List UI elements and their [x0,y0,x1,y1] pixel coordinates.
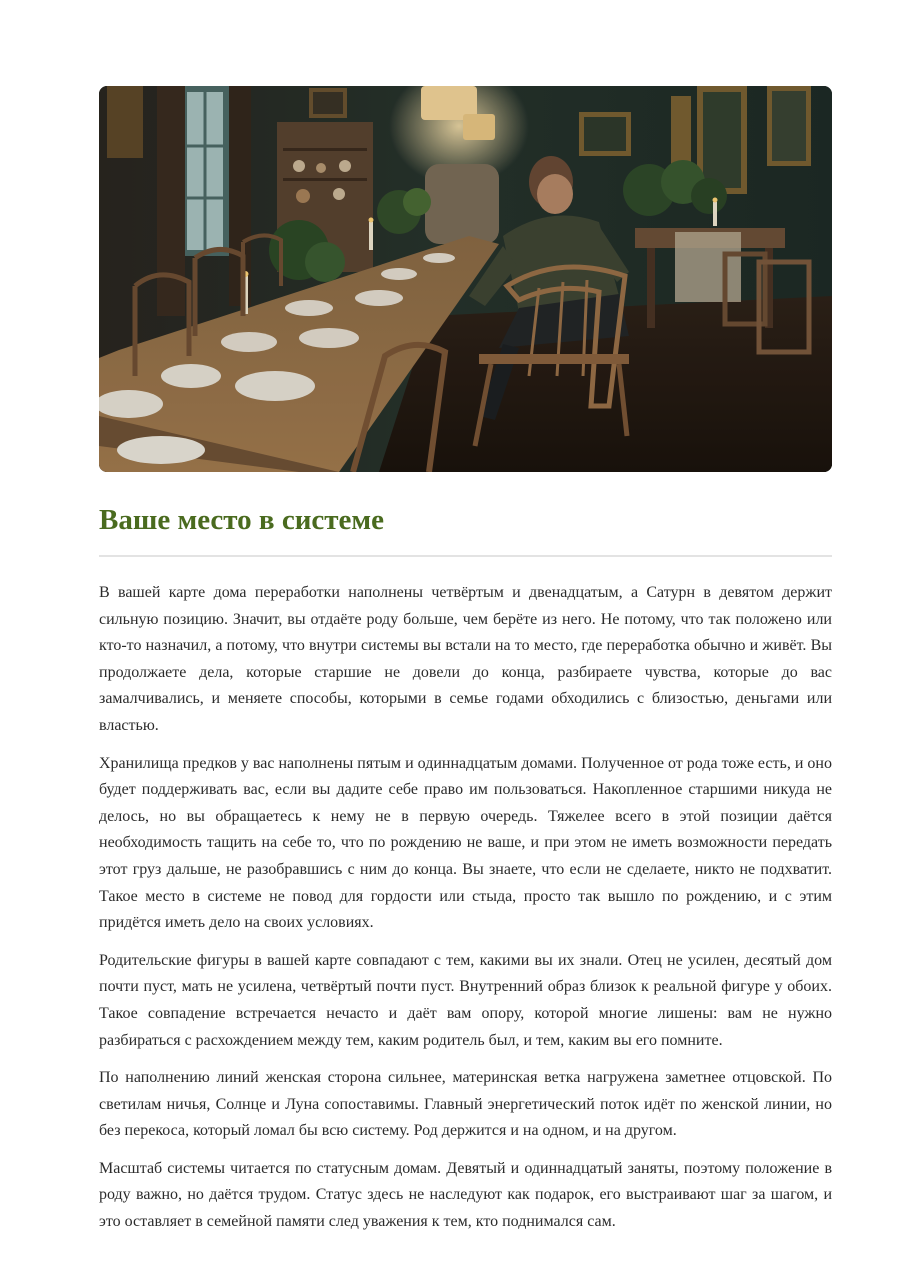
dining-room-photo-icon [99,86,832,472]
paragraph: В вашей карте дома переработки наполнены четвёртым и двенадцатым, а Сатурн в девятом держит сильную позицию. Значит, вы отдаёте роду больше, чем берёте из него. Не потому, что так положено или кто-то назначил, а потому, что внутри системы вы встали на то место, где переработка обычно и живёт. Вы продолжаете дела, которые старшие не довели до конца, разбираете чувства, которые до вас замалчивались, и меняете способы, которыми в семье годами обходились с близостью, деньгами или властью. [99,584,832,734]
paragraph: Масштаб системы читается по статусным домам. Девятый и одиннадцатый заняты, поэтому положение в роду важно, но даётся трудом. Статус здесь не наследуют как подарок, его выстраивают шаг за шагом, и это оставляет в семейной памяти след уважения к тем, кто поднимался сам. [99,1159,832,1231]
page-title: Ваше место в системе [99,504,385,536]
paragraph: Хранилища предков у вас наполнены пятым и одиннадцатым домами. Полученное от рода тоже есть, и оно будет поддерживать вас, если вы дадите себе право им пользоваться. Накопленное старшими никуда не делось, но вы обращаетесь к нему не в первую очередь. Тяжелее всего в этой позиции даётся необходимость тащить на себе то, что по рождению не ваше, и при этом не иметь возможности передать этот груз дальше, не разобравшись с ним до конца. Вы знаете, что если не сделаете, никто не подхватит. Такое место в системе не повод для гордости или стыда, просто так вышло по рождению, и с этим придётся иметь дело на своих условиях. [99,754,832,932]
paragraph: Родительские фигуры в вашей карте совпадают с тем, какими вы их знали. Отец не усилен, десятый дом почти пуст, мать не усилена, четвёртый почти пуст. Внутренний образ близок к реальной фигуре у обоих. Такое совпадение встречается нечасто и даёт вам опору, которой многие лишены: вам не нужно разбираться с расхождением между тем, каким родитель был, и тем, каким вы его помните. [99,951,832,1049]
title-divider [99,555,832,557]
paragraph: По наполнению линий женская сторона сильнее, материнская ветка нагружена заметнее отцовской. По светилам ничья, Солнце и Луна сопоставимы. Главный энергетический поток идёт по женской линии, но без перекоса, который ломал бы всю систему. Род держится и на одном, и на другом. [99,1069,832,1140]
hero-image [99,86,832,472]
body-text [99,580,832,1236]
